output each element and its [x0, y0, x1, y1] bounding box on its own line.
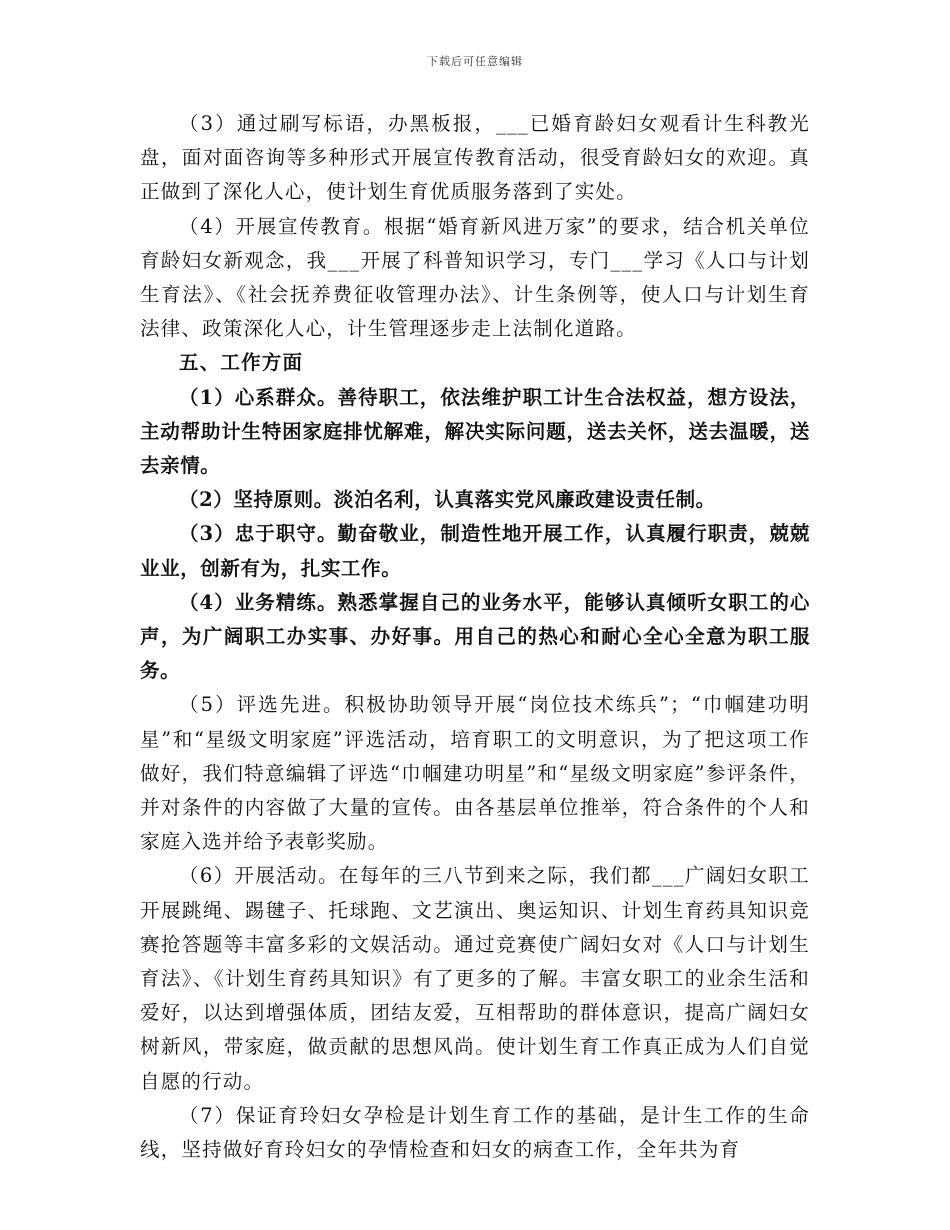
- paragraph-work-6: （6）开展活动。在每年的三八节到来之际，我们都___广阔妇女职工开展跳绳、踢毽子、托球跑、文艺演出、奥运知识、计划生育药具知识竞赛抢答题等丰富多彩的文娱活动。通过竞赛使广阔妇女对《人口与计划生育法》、《计划生育药具知识》有了更多的了解。丰富女职工的业余生活和爱好，以达到增强体质，团结友爱，互相帮助的群体意识，提高广阔妇女树新风，带家庭，做贡献的思想风尚。使计划生育工作真正成为人们自觉自愿的行动。: [140, 864, 810, 1093]
- paragraph-work-7: （7）保证育玲妇女孕检是计划生育工作的基础，是计生工作的生命线，坚持做好育玲妇女的孕情检查和妇女的病查工作，全年共为育: [140, 1103, 810, 1162]
- paragraph-work-3: （3）忠于职守。勤奋敬业，制造性地开展工作，认真履行职责，兢兢业业，创新有为，扎实工作。: [140, 522, 810, 580]
- paragraph-4-education: （4）开展宣传教育。根据“婚育新风进万家”的要求，结合机关单位育龄妇女新观念，我___开展了科普知识学习，专门___学习《人口与计划生育法》、《社会抚养费征收管理办法》、计生条例等，使人口与计划生育法律、政策深化人心，计生管理逐步走上法制化道路。: [140, 214, 810, 341]
- paragraph-work-4: （4）业务精练。熟悉掌握自己的业务水平，能够认真倾听女职工的心声，为广阔职工办实事、办好事。用自己的热心和耐心全心全意为职工服务。: [140, 590, 810, 683]
- document-body: [140, 107, 810, 1167]
- paragraph-work-1: （1）心系群众。善待职工，依法维护职工计生合法权益，想方设法，主动帮助计生特困家庭排忧解难，解决实际问题，送去关怀，送去温暖，送去亲情。: [140, 385, 810, 478]
- paragraph-work-2: （2）坚持原则。淡泊名利，认真落实党风廉政建设责任制。: [179, 488, 716, 512]
- paragraph-work-5: （5）评选先进。积极协助领导开展“岗位技术练兵”；“巾帼建功明星”和“星级文明家庭”评选活动，培育职工的文明意识，为了把这项工作做好，我们特意编辑了评选“巾帼建功明星”和“星级文明家庭”参评条件，并对条件的内容做了大量的宣传。由各基层单位推举，符合条件的个人和家庭入选并给予表彰奖励。: [140, 693, 810, 854]
- paragraph-3-publicity: （3）通过刷写标语，办黑板报，___已婚育龄妇女观看计生科教光盘，面对面咨询等多种形式开展宣传教育活动，很受育龄妇女的欢迎。真正做到了深化人心，使计划生育优质服务落到了实处。: [140, 112, 810, 204]
- section-heading-work: 五、工作方面: [179, 351, 304, 375]
- page-header: 下载后可任意编辑: [427, 55, 523, 68]
